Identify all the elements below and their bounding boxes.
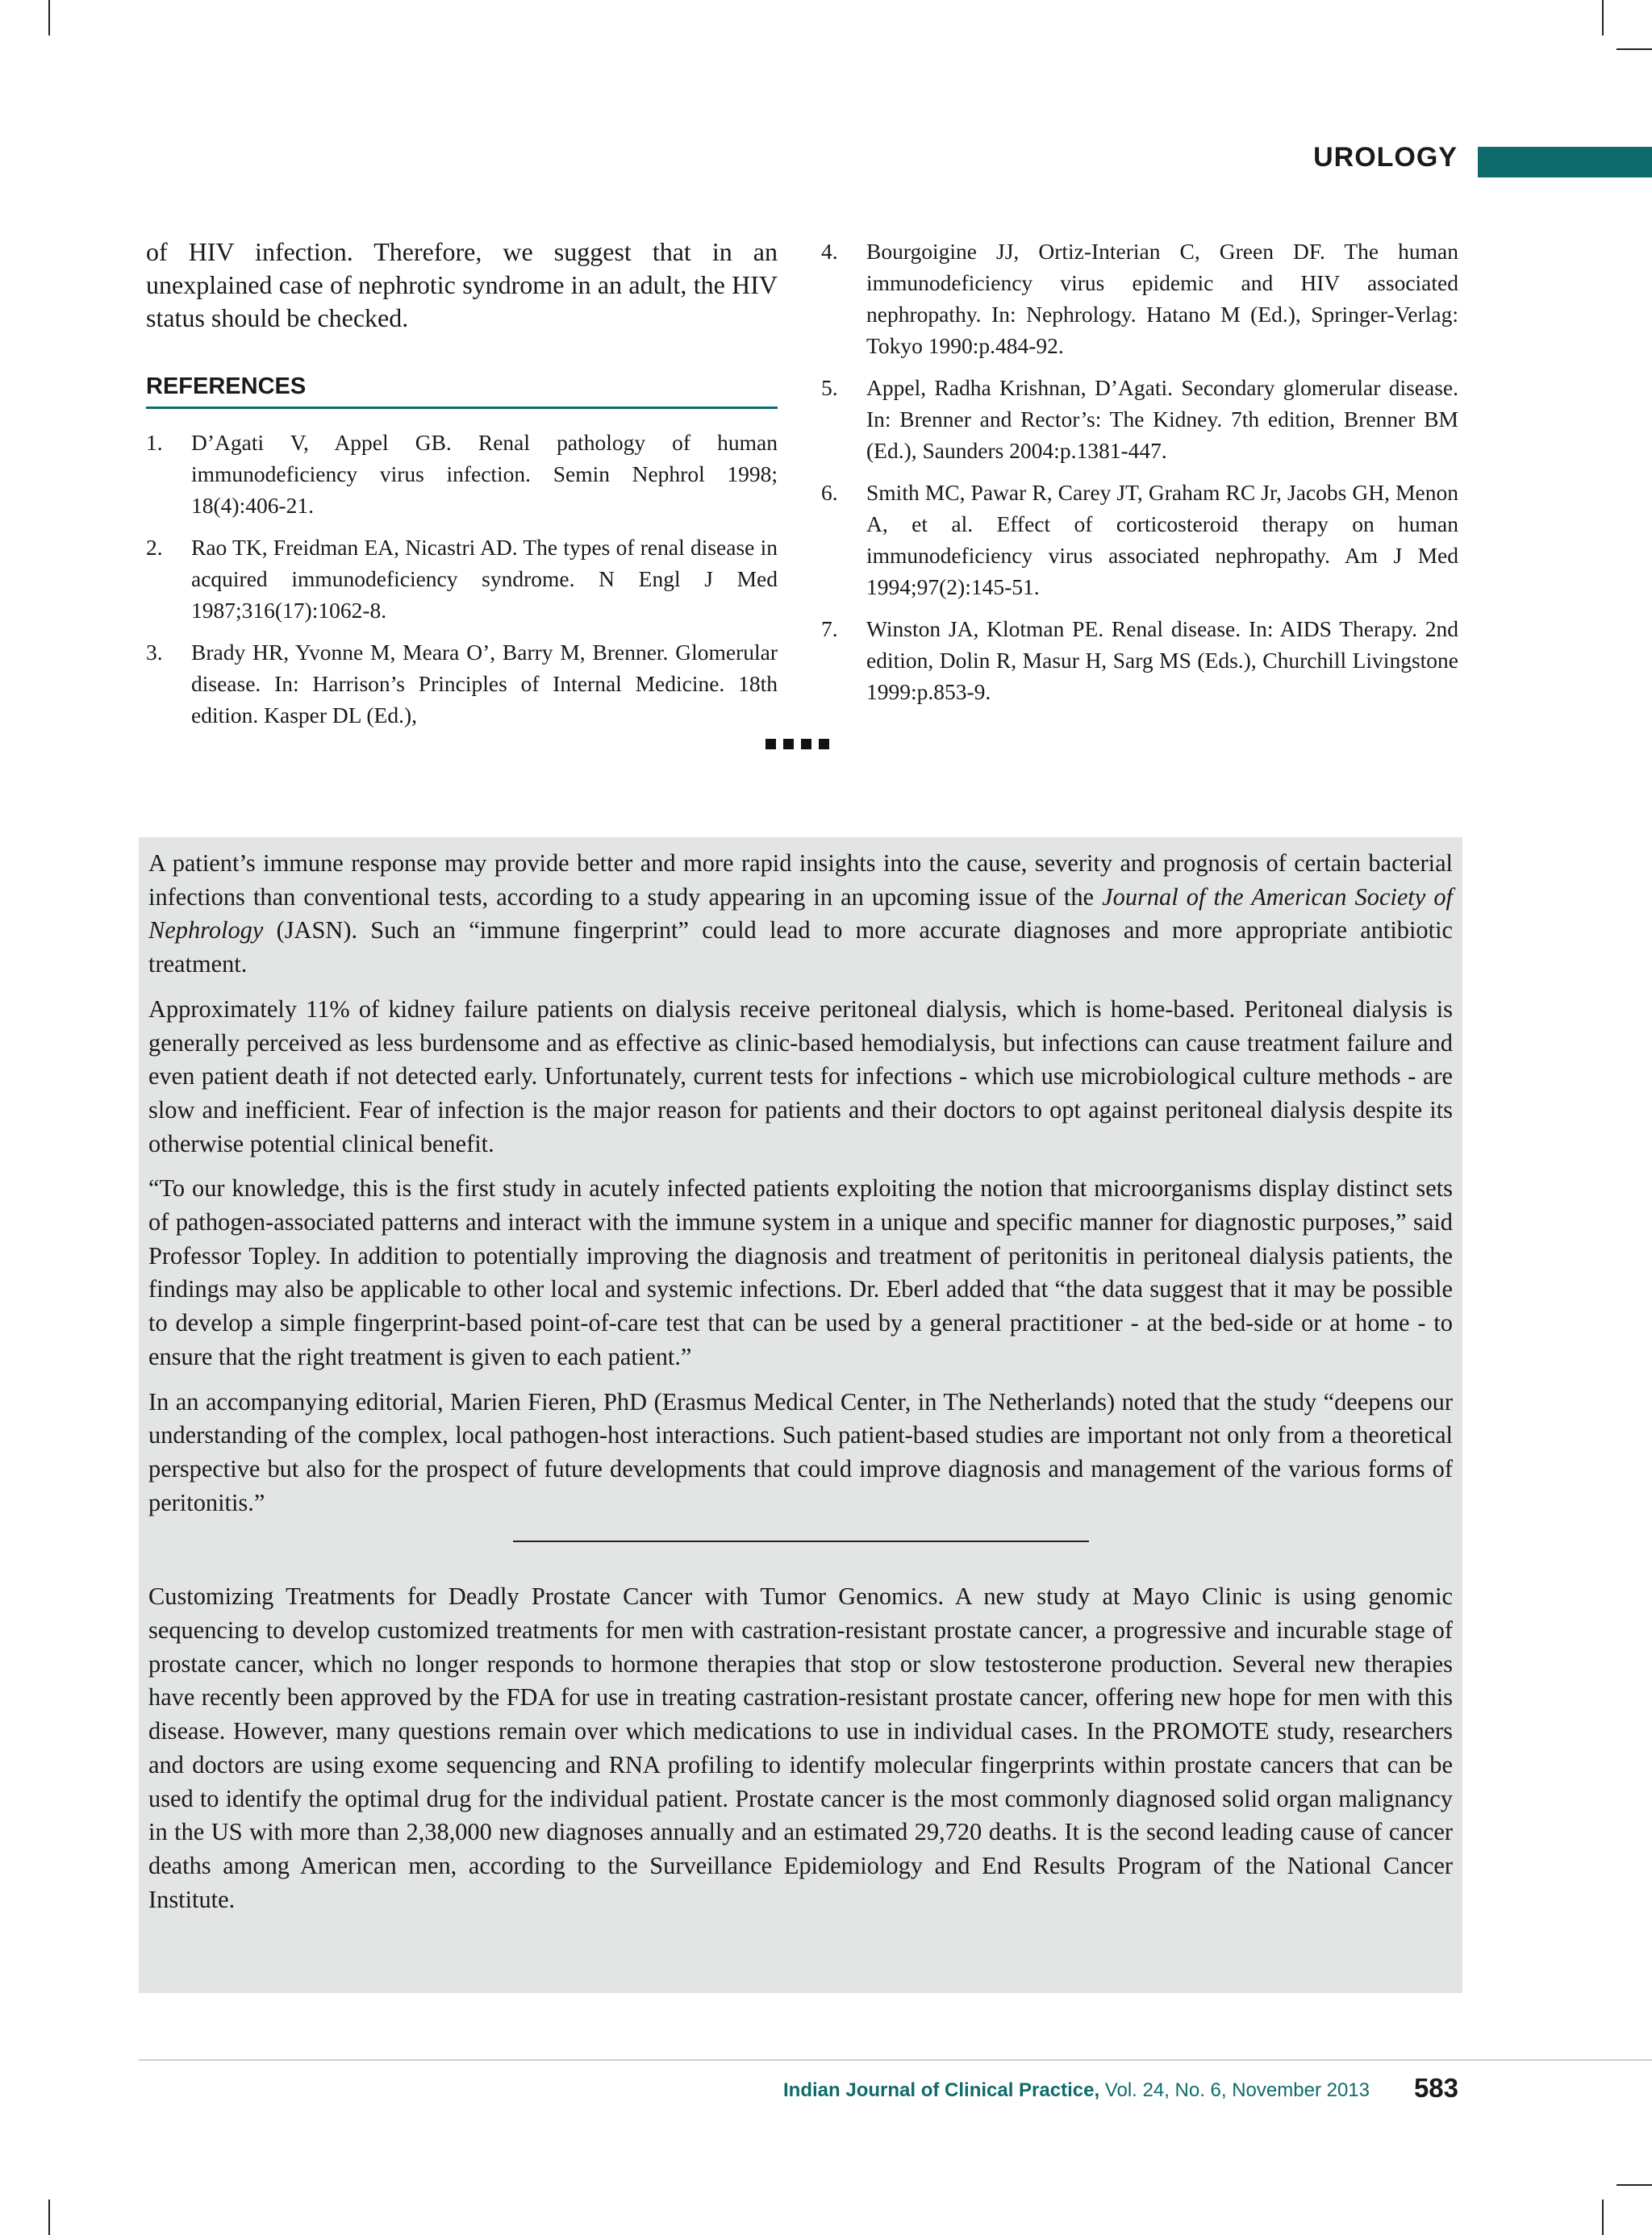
news-paragraph-1-end: (JASN). Such an “immune fingerprint” could lead to more accurate diagnoses and more appropriate antibiotic treatment. <box>148 916 1453 978</box>
reference-number: 5. <box>821 375 838 400</box>
reference-text: Bourgoigine JJ, Ortiz-Interian C, Green DF. The human immunodeficiency virus epidemic and HIV associated nephropathy. In: Nephrology. Hatano M (Ed.), Springer-Verlag: Tokyo 1990:p.484-92. <box>866 239 1458 358</box>
news-box <box>139 837 1462 1993</box>
separator-square <box>801 739 811 749</box>
article-end-separator <box>766 739 829 749</box>
news-paragraph-1-start: A patient’s immune response may provide better and more rapid insights into the cause, severity and prognosis of certain bacterial infections than conventional tests, according to a study appearing in an upcoming issue of the <box>148 849 1453 911</box>
news-divider <box>513 1541 1089 1542</box>
references-list-right <box>821 236 1458 707</box>
footer-journal-info <box>783 2079 1370 2102</box>
reference-number: 2. <box>146 535 163 560</box>
reference-text: Rao TK, Freidman EA, Nicastri AD. The types of renal disease in acquired immunodeficiency syndrome. N Engl J Med 1987;316(17):1062-8. <box>191 535 778 623</box>
crop-mark <box>48 0 50 35</box>
news-paragraph-1 <box>148 847 1453 982</box>
reference-text: Smith MC, Pawar R, Carey JT, Graham RC Jr, Jacobs GH, Menon A, et al. Effect of corticosteroid therapy on human immunodeficiency virus associated nephropathy. Am J Med 1994;97(2):145-51. <box>866 480 1458 599</box>
crop-mark <box>1617 48 1652 50</box>
right-column <box>821 236 1458 718</box>
crop-mark <box>1602 0 1604 35</box>
reference-item <box>821 236 1458 361</box>
footer-journal-name: Indian Journal of Clinical Practice, <box>783 2079 1100 2101</box>
references-heading: REFERENCES <box>146 373 778 409</box>
news-paragraph-5: Customizing Treatments for Deadly Prostate Cancer with Tumor Genomics. A new study at Mayo Clinic is using genomic sequencing to develop customized treatments for men with castration-resistant prostate cancer, a progressive and incurable stage of prostate cancer, which no longer responds to hormone therapies that stop or slow testosterone production. Several new therapies have recently been approved by the FDA for use in treating castration-resistant prostate cancer, offering new hope for men with this disease. However, many questions remain over which medications to use in individual cases. In the PROMOTE study, researchers and doctors are using exome sequencing and RNA profiling to identify molecular fingerprints within prostate cancers that can be used to identify the optimal drug for the individual patient. Prostate cancer is the most commonly diagnosed solid organ malignancy in the US with more than 2,38,000 new diagnoses annually and an estimated 29,720 deaths. It is the second leading cause of cancer deaths among American men, according to the Surveillance Epidemiology and End Results Program of the National Cancer Institute. <box>148 1582 1453 1913</box>
separator-square <box>783 739 794 749</box>
reference-text: Winston JA, Klotman PE. Renal disease. In: AIDS Therapy. 2nd edition, Dolin R, Masur H, Sarg MS (Eds.), Churchill Livingstone 1999:p.853-9. <box>866 616 1458 704</box>
separator-square <box>819 739 829 749</box>
journal-title: Journal of the American Society of Nephrology <box>148 882 1453 944</box>
reference-item <box>146 636 778 731</box>
reference-item <box>821 613 1458 707</box>
section-label: UROLOGY <box>1313 142 1458 173</box>
news-paragraph-3: “To our knowledge, this is the first study in acutely infected patients exploiting the notion that microorganisms display distinct sets of pathogen-associated patterns and interact with the immune system in a unique and specific manner for diagnostic purposes,” said Professor Topley. In addition to potentially improving the diagnosis and treatment of peritonitis in peritoneal dialysis patients, the findings may also be applicable to other local and systemic infections. Dr. Eberl added that “the data suggest that it may be possible to develop a simple fingerprint-based point-of-care test that can be used by a general practitioner - at the bed-side or at home - to ensure that the right treatment is given to each patient.” <box>148 1174 1453 1370</box>
reference-number: 7. <box>821 616 838 641</box>
crop-mark <box>48 2200 50 2235</box>
news-paragraph-2: Approximately 11% of kidney failure patients on dialysis receive peritoneal dialysis, which is home-based. Peritoneal dialysis is generally perceived as less burdensome and as effective as clinic-based hemodialysis, but infections can cause treatment failure and even patient death if not detected early. Unfortunately, current tests for infections - which use microbiological culture methods - are slow and inefficient. Fear of infection is the major reason for patients and their doctors to opt against peritoneal dialysis despite its otherwise potential clinical benefit. <box>148 994 1453 1157</box>
separator-square <box>766 739 776 749</box>
reference-number: 4. <box>821 239 838 264</box>
references-list-left <box>146 427 778 731</box>
intro-paragraph: of HIV infection. Therefore, we suggest that in an unexplained case of nephrotic syndrome in an adult, the HIV status should be checked. <box>146 237 778 332</box>
footer-issue: Vol. 24, No. 6, November 2013 <box>1099 2079 1370 2101</box>
reference-number: 6. <box>821 480 838 505</box>
crop-mark <box>1602 2200 1604 2235</box>
crop-mark <box>1617 2184 1652 2186</box>
page-number: 583 <box>1413 2073 1458 2103</box>
reference-item <box>821 372 1458 466</box>
reference-item <box>146 532 778 626</box>
footer-divider <box>139 2059 1652 2061</box>
reference-text: Brady HR, Yvonne M, Meara O’, Barry M, Brenner. Glomerular disease. In: Harrison’s Principles of Internal Medicine. 18th edition. Kasper DL (Ed.), <box>191 640 778 728</box>
news-paragraph-4: In an accompanying editorial, Marien Fieren, PhD (Erasmus Medical Center, in The Netherlands) noted that the study “deepens our understanding of the complex, local pathogen-host interactions. Such patient-based studies are important not only from a theoretical perspective but also for the prospect of future developments that could improve diagnosis and management of the various forms of peritonitis.” <box>148 1387 1453 1516</box>
left-column <box>146 236 778 741</box>
reference-text: D’Agati V, Appel GB. Renal pathology of human immunodeficiency virus infection. Semin Nephrol 1998; 18(4):406-21. <box>191 430 778 518</box>
reference-item <box>146 427 778 521</box>
reference-number: 1. <box>146 430 163 455</box>
reference-number: 3. <box>146 640 163 665</box>
reference-text: Appel, Radha Krishnan, D’Agati. Secondary glomerular disease. In: Brenner and Rector’s: The Kidney. 7th edition, Brenner BM (Ed.), Saunders 2004:p.1381-447. <box>866 375 1458 463</box>
reference-item <box>821 477 1458 603</box>
section-accent-bar <box>1478 147 1652 177</box>
